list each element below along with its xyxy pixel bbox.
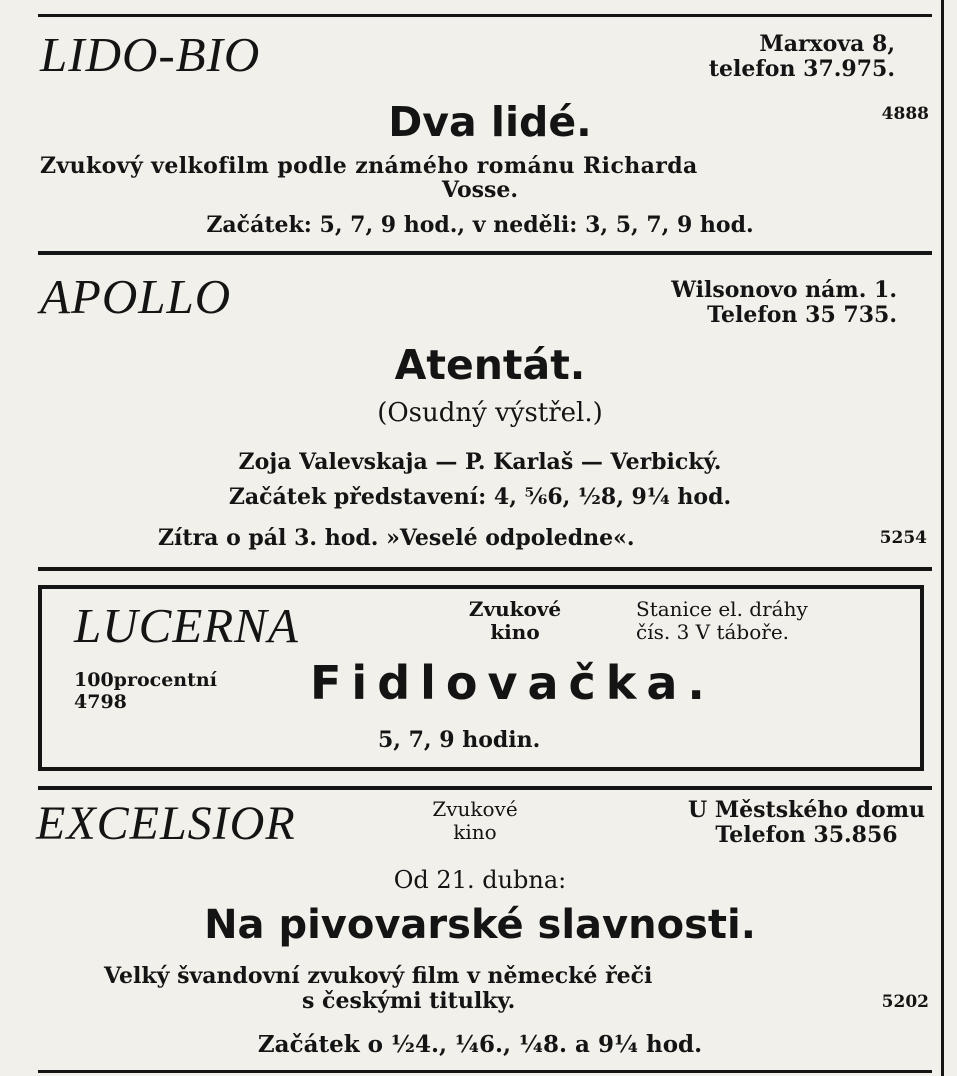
- divider: [38, 567, 932, 571]
- address-phone: Telefon 35 735.: [707, 302, 897, 329]
- location-line1: Stanice el. dráhy: [636, 597, 808, 621]
- address-phone: telefon 37.975.: [708, 56, 895, 83]
- cinema-type-line1: Zvukové: [432, 797, 518, 821]
- sound-tag-line1: 100procentní: [74, 669, 217, 691]
- ad-number: 4888: [881, 104, 929, 124]
- ad-number: 4798: [74, 690, 127, 713]
- cinema-type: [440, 598, 590, 644]
- film-description-cont: s českými titulky.: [302, 988, 516, 1014]
- address-street: Wilsonovo nám. 1.: [671, 277, 897, 303]
- film-title: Fidlovačka.: [310, 656, 715, 710]
- ad-number: 5254: [879, 528, 927, 548]
- cinema-name: APOLLO: [40, 269, 232, 324]
- show-times: Začátek o ½4., ¼6., ¼8. a 9¼ hod.: [257, 1031, 703, 1058]
- film-subtitle: (Osudný výstřel.): [377, 398, 603, 428]
- show-times: Začátek představení: 4, ⅚6, ½8, 9¼ hod.: [228, 484, 732, 510]
- cinema-type-line2: kino: [453, 820, 497, 844]
- address-street: Marxova 8,: [759, 31, 895, 57]
- cinema-address: [709, 32, 895, 83]
- cinema-type: [410, 798, 540, 844]
- film-cast: Zoja Valevskaja — P. Karlaš — Verbický.: [238, 449, 722, 475]
- bottom-rule: [38, 1070, 932, 1073]
- sound-tag: [74, 670, 217, 714]
- address-street: U Městského domu: [687, 797, 925, 823]
- cinema-address: [671, 278, 897, 329]
- cinema-location: [636, 598, 808, 644]
- film-description: Velký švandovní zvukový film v německé řeči: [104, 963, 653, 989]
- ad-number: 5202: [881, 992, 929, 1012]
- show-times: Začátek: 5, 7, 9 hod., v neděli: 3, 5, 7, 9 hod.: [206, 212, 754, 238]
- cinema-address: [688, 798, 925, 849]
- film-description: Zvukový velkofilm podle známého románu Richarda: [40, 153, 698, 179]
- show-times: 5, 7, 9 hodin.: [378, 727, 541, 753]
- address-phone: Telefon 35.856: [715, 822, 898, 849]
- cinema-name: EXCELSIOR: [36, 797, 296, 850]
- top-rule: [38, 14, 932, 17]
- cinema-type-line1: Zvukové: [468, 597, 562, 621]
- film-title: Atentát.: [394, 341, 586, 389]
- cinema-type-line2: kino: [490, 620, 540, 644]
- film-title: Dva lidé.: [388, 98, 592, 146]
- divider: [38, 786, 932, 790]
- cinema-name: LIDO-BIO: [40, 27, 261, 82]
- film-description-cont: Vosse.: [441, 177, 519, 203]
- divider: [38, 251, 932, 255]
- premiere-date: Od 21. dubna:: [393, 866, 567, 894]
- tomorrow-notice: Zítra o pál 3. hod. »Veselé odpoledne«.: [158, 525, 635, 551]
- location-line2: čís. 3 V táboře.: [636, 620, 790, 644]
- cinema-name: LUCERNA: [74, 598, 299, 653]
- film-title: Na pivovarské slavnosti.: [204, 902, 756, 948]
